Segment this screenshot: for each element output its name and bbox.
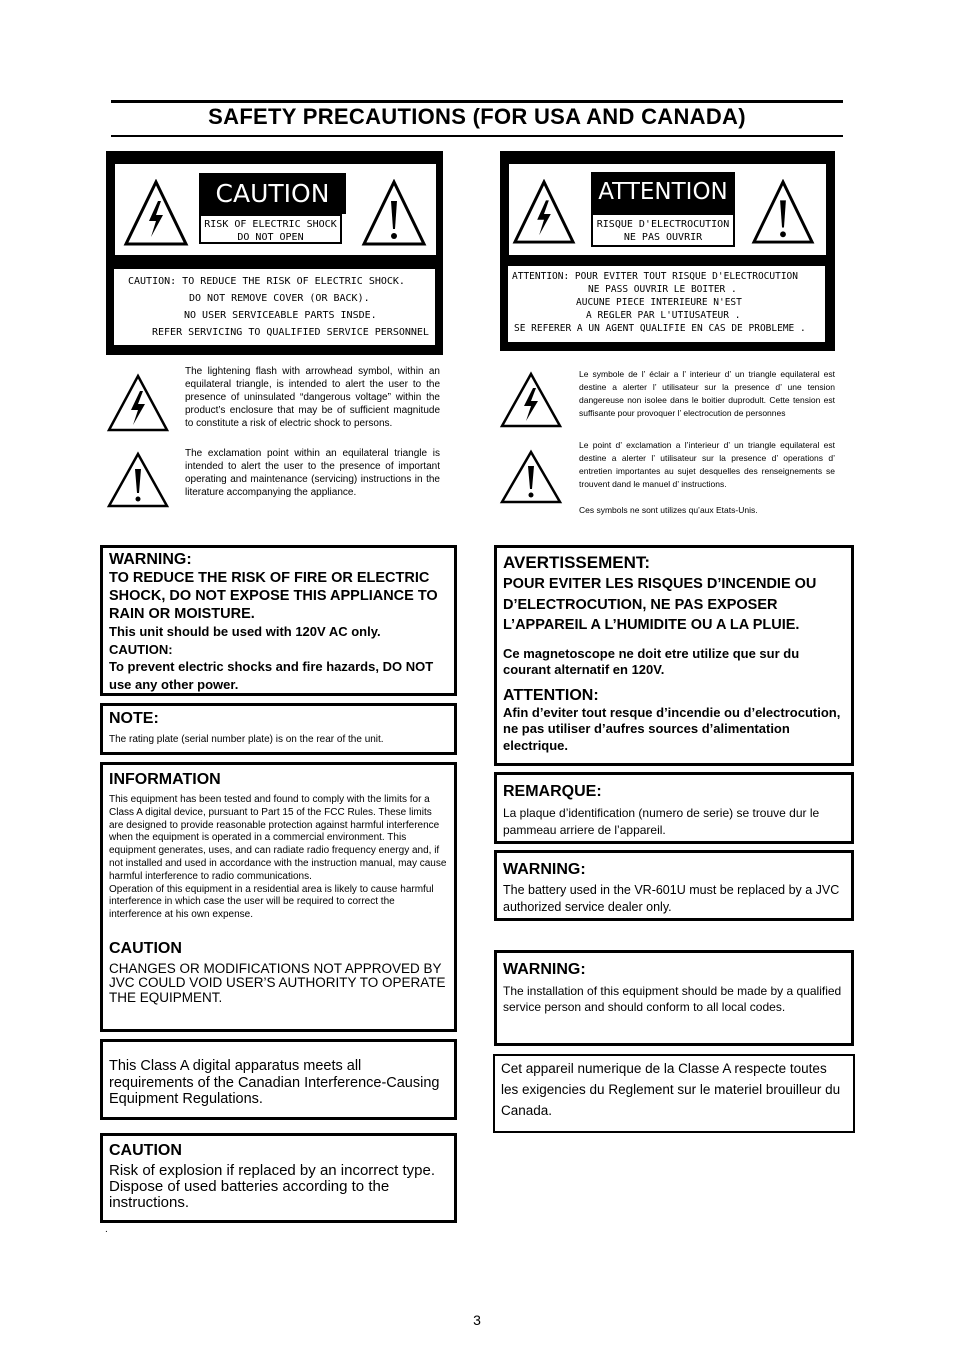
flash-symbol-description-fr: Le symbole de l’ éclair a l’ interieur d’ un triangle equilateral est destine a alerter l’ utilisateur sur la presence d’ une tension dangereuse non isolee dans le boitier duprodult. Cette tension est suffisante pour provoquer l’ electrocution de personnes [579, 369, 835, 418]
attention-sub-line-1: RISQUE D'ELECTROCUTION [596, 219, 730, 230]
caution-line-4: REFER SERVICING TO QUALIFIED SERVICE PERSONNEL [152, 327, 429, 338]
warning-box [100, 545, 457, 696]
caution-label-english [106, 151, 443, 355]
information-box [100, 762, 457, 1032]
warning-power-text: To prevent electric shocks and fire hazards, DO NOT use any other power. [109, 659, 434, 692]
exclamation-triangle-icon [499, 449, 563, 505]
canada-compliance-box-fr [493, 1054, 855, 1133]
note-box [100, 703, 457, 755]
page-number: 3 [473, 1312, 481, 1328]
flash-symbol-description: The lightening flash with arrowhead symbol, within an equilateral triangle, is intended to alert the user to the presence of uninsulated “dangerous voltage” within the product’s enclosure that may be of sufficient magnitude to constitute a risk of electric shock to persons. [185, 366, 440, 429]
avertissement-heading: AVERTISSEMENT: [503, 553, 651, 572]
warning-heading: WARNING: [109, 551, 192, 568]
battery-caution-box [100, 1133, 457, 1223]
caution-label-bottom-panel [114, 269, 435, 345]
symbols-usage-note-fr: Ces symbols ne sont utilizes qu’aux Etats-Unis. [579, 505, 758, 515]
attention-label-bottom-panel [508, 266, 825, 342]
canada-compliance-text: This Class A digital apparatus meets all requirements of the Canadian Interference-Causing Equipment Regulations. [109, 1058, 440, 1107]
attention-line-2: NE PASS OUVRIR LE BOITER . [588, 284, 737, 295]
information-heading: INFORMATION [109, 771, 221, 788]
battery-caution-text: Risk of explosion if replaced by an incorrect type. Dispose of used batteries according to the instructions. [109, 1162, 435, 1211]
note-text: The rating plate (serial number plate) is on the rear of the unit. [109, 734, 384, 745]
stray-mark: . [105, 1224, 108, 1235]
warning-ac-line: This unit should be used with 120V AC only. [109, 624, 381, 639]
avertissement-voltage-text: Ce magnetoscope ne doit etre utilize que sur du courant alternatif en 120V. [503, 645, 800, 677]
caution-line-1: CAUTION: TO REDUCE THE RISK OF ELECTRIC SHOCK. [128, 276, 405, 287]
caution-sub-line-1: RISK OF ELECTRIC SHOCK [204, 219, 337, 230]
avertissement-bold-text: POUR EVITER LES RISQUES D’INCENDIE OU D’ELECTROCUTION, NE PAS EXPOSER L’APPAREIL A L’HUMIDITE OU A LA PLUIE. [503, 576, 817, 633]
caution-band: CAUTION [199, 173, 346, 214]
lightning-triangle-icon [499, 371, 563, 429]
attention-sub-line-2: NE PAS OUVRIR [623, 232, 703, 243]
caution-sub-label [199, 214, 342, 244]
title-rule-bottom [111, 135, 843, 137]
exclamation-symbol-description-fr: Le point d’ exclamation a l’interieur d’ un triangle equilateral est destine a alerter l’ utilisateur sur la presence d’ operations d’ entretien importantes au sujet desquelles des renseignements se trouvent dand le manuel d’ instructions. [579, 440, 835, 489]
battery-warning-text: The battery used in the VR-601U must be replaced by a JVC authorized service dealer only. [503, 883, 840, 914]
battery-warning-box [494, 850, 854, 921]
battery-warning-heading: WARNING: [503, 861, 586, 878]
battery-caution-heading: CAUTION [109, 1142, 182, 1159]
caution-sub-line-2: DO NOT OPEN [237, 232, 304, 243]
title-rule-top [111, 100, 843, 103]
canada-compliance-text-fr: Cet appareil numerique de la Classe A respecte toutes les exigencies du Reglement sur le materiel brouilleur du Canada. [501, 1061, 841, 1118]
exclamation-triangle-icon [751, 179, 815, 245]
installation-warning-box [494, 950, 854, 1046]
attention-label-french [500, 151, 835, 351]
avertissement-box [494, 545, 854, 766]
warning-caution-label: CAUTION: [109, 641, 173, 657]
attention-line-3: AUCUNE PIECE INTERIEURE N'EST [576, 297, 742, 308]
remarque-text: La plaque d’identification (numero de serie) se trouve dur le pammeau arriere de l’appareil. [503, 806, 820, 837]
page-title: SAFETY PRECAUTIONS (FOR USA AND CANADA) [208, 104, 746, 129]
avertissement-attention-heading: ATTENTION: [503, 686, 599, 704]
attention-band: ATTENTION [591, 172, 735, 213]
exclamation-triangle-icon [106, 451, 170, 509]
information-caution-text: CHANGES OR MODIFICATIONS NOT APPROVED BY JVC COULD VOID USER’S AUTHORITY TO OPERATE THE EQUIPMENT. [109, 960, 446, 1005]
lightning-triangle-icon [106, 373, 170, 433]
avertissement-attention-text: Afin d’eviter tout resque d’incendie ou d’electrocution, ne pas utiliser d’aufres sources d’alimentation electrique. [503, 704, 841, 753]
information-caution-heading: CAUTION [109, 939, 182, 957]
exclamation-triangle-icon [361, 179, 427, 247]
caution-line-3: NO USER SERVICEABLE PARTS INSDE. [184, 310, 377, 321]
canada-compliance-box [100, 1039, 457, 1120]
information-residential-text: Operation of this equipment in a residential area is likely to cause harmful interference in which case the user will be required to correct the interference at his own expense. [109, 883, 434, 921]
attention-line-4: A REGLER PAR L'UTIUSATEUR . [586, 310, 741, 321]
information-text: This equipment has been tested and found to comply with the limits for a Class A digital device, pursuant to Part 15 of the FCC Rules. These limits are designed to provide reasonable protection against harmful interference when the equipment is operated in a commercial environment. This equipment generates, uses, and can radiate radio frequency energy and, if not installed and used in accordance with the instruction manual, may cause harmful interference to radio communications. [109, 794, 447, 882]
lightning-triangle-icon [123, 179, 189, 247]
exclamation-symbol-description: The exclamation point within an equilateral triangle is intended to alert the user to the presence of important operating and maintenance (servicing) instructions in the literature accompanying the appliance. [185, 448, 440, 498]
installation-warning-text: The installation of this equipment should be made by a qualified service person and should conform to all local codes. [503, 984, 842, 1014]
remarque-box [494, 772, 854, 844]
attention-sub-label [591, 213, 735, 247]
lightning-triangle-icon [512, 179, 576, 245]
attention-line-1: ATTENTION: POUR EVITER TOUT RISQUE D'ELECTROCUTION [512, 271, 798, 282]
warning-bold-text: TO REDUCE THE RISK OF FIRE OR ELECTRIC SHOCK, DO NOT EXPOSE THIS APPLIANCE TO RAIN OR MOISTURE. [109, 570, 438, 622]
remarque-heading: REMARQUE: [503, 783, 602, 800]
note-heading: NOTE: [109, 710, 159, 727]
attention-line-5: SE REFERER A UN AGENT QUALIFIE EN CAS DE PROBLEME . [514, 323, 806, 334]
installation-warning-heading: WARNING: [503, 961, 586, 978]
caution-line-2: DO NOT REMOVE COVER (OR BACK). [189, 293, 370, 304]
